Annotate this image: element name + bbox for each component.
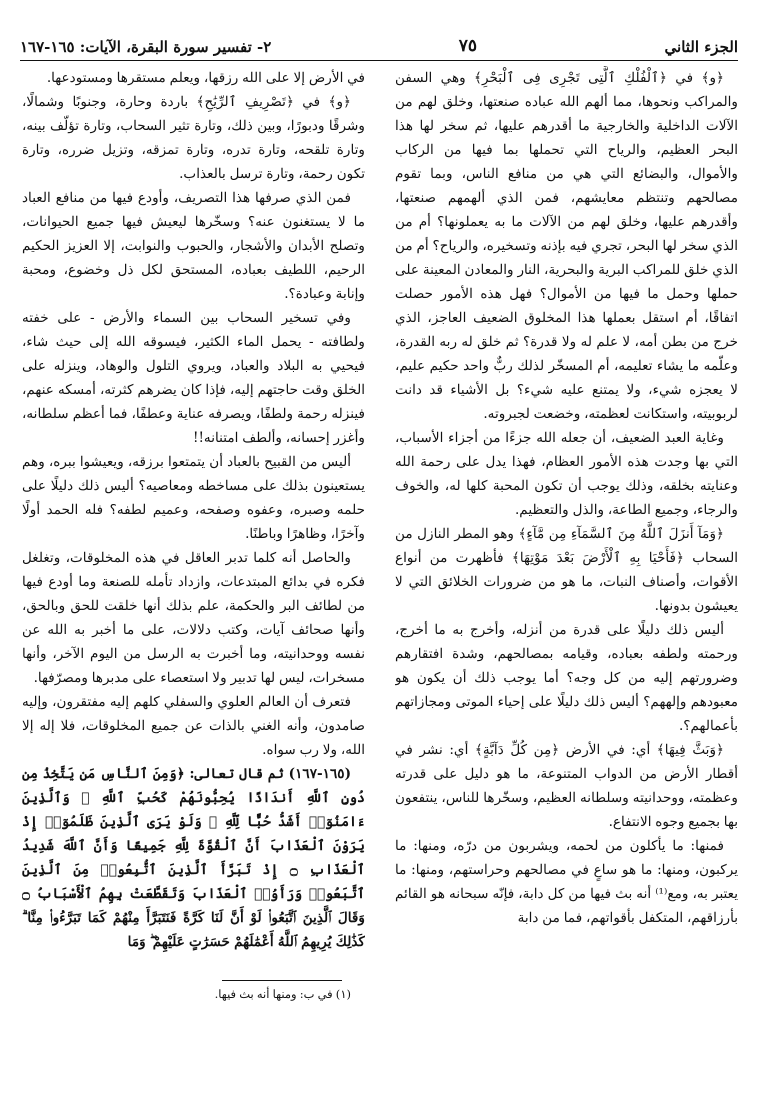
paragraph: ﴿وَمَآ أَنزَلَ ٱللَّهُ مِنَ ٱلسَّمَآءِ مِن مَّآءٍ﴾ وهو المطر النازل من السحاب ﴿فَأَحْيَا بِهِ ٱلْأَرْضَ بَعْدَ مَوْتِهَا﴾ فأظهرت من أنواع الأقوات، وأصناف النبات، ما هو من ضرورات الخلائق التي لا يعيشون بدونها. [395,526,738,614]
page-number: ٧٥ [458,36,478,56]
paragraph: في الأرض إلا على الله رزقها، ويعلم مستقرها ومستودعها. [46,70,365,86]
paragraph: وفي تسخير السحاب بين السماء والأرض - على خفته ولطافته - يحمل الماء الكثير، فيسوقه الله إلى حيث شاء، فيحيي به البلاد والعباد، ويروي التلول والوهاد، وينزله على الخلق وقت حاجتهم إليه، فإذا كان يضرهم كثرته، أمسكه عنهم، فينزله رحمة ولطفًا، ويصرفه عناية وعطفًا، فما أعظم سلطانه، وأغزر إحسانه، وألطف امتنانه!! [22,310,365,446]
paragraph: فمنها: ما يأكلون من لحمه، ويشربون من درّه، ومنها: ما يركبون، ومنها: ما هو ساعٍ في مصالحهم وحراستهم، ومنها: ما يعتبر به، ومع⁽¹⁾ أنه بث فيها من كل دابة، فإنّه سبحانه هو القائم بأرزاقهم، المتكفل بأقواتهم، فما من دابة [395,838,738,926]
paragraph: ﴿وَبَثَّ فِيهَا﴾ أي: في الأرض ﴿مِن كُلِّ دَآبَّةٍ﴾ أي: نشر في أقطار الأرض من الدواب المتنوعة، ما هو دليل على قدرته وعظمته، ووحدانيته وسلطانه العظيم، وسخّرها للناس، ينتفعون بها بجميع وجوه الانتفاع. [395,742,738,830]
part-label: الجزء الثاني [664,38,738,56]
paragraph: فمن الذي صرفها هذا التصريف، وأودع فيها من منافع العباد ما لا يستغنون عنه؟ وسخّرها ليعيش فيها جميع الحيوانات، وتصلح الأبدان والأشجار، والحبوب والنوابت، إلا العزيز الحكيم الرحيم، اللطيف بعباده، المستحق لكل ذل وخضوع، ومحبة وإنابة وعبادة؟. [22,190,365,302]
paragraph: ﴿و﴾ في ﴿تَصْرِيفِ ٱلرِّيَٰحِ﴾ باردة وحارة، وجنوبًا وشمالًا، وشرقًا ودبورًا، وبين ذلك، وتارة تثير السحاب، وتارة تؤلّف بينه، وتارة تلقحه، وتارة تدره، وتارة تمزقه، وتزيل ضرره، وتارة تكون رحمة، وتارة ترسل بالعذاب. [22,94,365,182]
section-title: ٢- تفسير سورة البقرة، الآيات: ١٦٥-١٦٧ [20,38,272,56]
verse-block: (١٦٥-١٦٧) ثم قال تعالى: ﴿وَمِنَ ٱلنَّاسِ مَن يَتَّخِذُ مِن دُونِ ٱللَّهِ أَندَادًا يُحِبُّونَهُمْ كَحُبِّ ٱللَّهِ ۖ وَٱلَّذِينَ ءَامَنُوٓا۟ أَشَدُّ حُبًّا لِّلَّهِ ۗ وَلَوْ يَرَى ٱلَّذِينَ ظَلَمُوٓا۟ إِذْ يَرَوْنَ ٱلْعَذَابَ أَنَّ ٱلْقُوَّةَ لِلَّهِ جَمِيعًا وَأَنَّ ٱللَّهَ شَدِيدُ ٱلْعَذَابِ ۝ إِذْ تَبَرَّأَ ٱلَّذِينَ ٱتُّبِعُوا۟ مِنَ ٱلَّذِينَ ٱتَّبَعُوا۟ وَرَأَوُا۟ ٱلْعَذَابَ وَتَقَطَّعَتْ بِهِمُ ٱلْأَسْبَابُ ۝ وَقَالَ ٱلَّذِينَ ٱتَّبَعُوا۟ لَوْ أَنَّ لَنَا كَرَّةً فَنَتَبَرَّأَ مِنْهُمْ كَمَا تَبَرَّءُوا۟ مِنَّا ۗ كَذَٰلِكَ يُرِيهِمُ ٱللَّهُ أَعْمَٰلَهُمْ حَسَرَٰتٍ عَلَيْهِمْ ۖ وَمَا [22,766,365,950]
right-column [395,66,738,1094]
paragraph: أليس ذلك دليلًا على قدرة من أنزله، وأخرج به ما أخرج، ورحمته ولطفه بعباده، وقيامه بمصالحهم، وشدة افتقارهم وضرورتهم إليه من كل وجه؟ أما يوجب ذلك أن يكون هو معبودهم وإلههم؟ أليس ذلك دليلًا على إحياء الموتى ومجازاتهم بأعمالهم؟. [395,622,738,734]
paragraph: أليس من القبيح بالعباد أن يتمتعوا برزقه، ويعيشوا ببره، وهم يستعينون بذلك على مساخطه ومعاصيه؟ أليس ذلك دليلًا على حلمه وصبره، وعفوه وصفحه، وعميم لطفه؟ فله الحمد أولًا وآخرًا، وظاهرًا وباطنًا. [22,454,365,542]
left-column [22,66,365,1094]
footnote-separator [222,980,342,981]
paragraph: فتعرف أن العالم العلوي والسفلي كلهم إليه مفتقرون، وإليه صامدون، وأنه الغني بالذات عن جميع المخلوقات، فلا إله إلا الله، ولا رب سواه. [22,694,365,758]
footnote: (١) في ب: ومنها أنه بث فيها. [214,987,351,1001]
paragraph: والحاصل أنه كلما تدبر العاقل في هذه المخلوقات، وتغلغل فكره في بدائع المبتدعات، وازداد تأمله للصنعة وما أودع فيها من لطائف البر والحكمة، علم بذلك أنها خلقت للحق وبالحق، وأنها صحائف آيات، وكتب دلالات، على ما أخبر به الله عن نفسه ووحدانيته، وما أخبرت به الرسل من اليوم الآخر، وأنها مسخرات، ليس لها تدبير ولا استعصاء على مدبرها ومصرّفها. [22,550,365,686]
paragraph: وغاية العبد الضعيف، أن جعله الله جزءًا من أجزاء الأسباب، التي بها وجدت هذه الأمور العظام، فهذا يدل على رحمة الله وعنايته بخلقه، وذلك يوجب أن تكون المحبة كلها له، والخوف والرجاء، وجميع الطاعة، والذل والتعظيم. [395,430,738,518]
running-header [20,30,738,61]
paragraph: ﴿و﴾ في ﴿ٱلْفُلْكِ ٱلَّتِى تَجْرِى فِى ٱلْبَحْرِ﴾ وهي السفن والمراكب ونحوها، مما ألهم الله عباده صنعتها، وخلق لهم من الآلات الداخلية والخارجية ما أقدرهم عليها، ثم سخر لها هذا البحر العظيم، والرياح التي تحملها بما فيها من الركاب والأموال، والبضائع التي هي من منافع الناس، وبما تقوم مصالحهم وتنتظم معايشهم، فمن الذي ألهمهم صنعتها، وأقدرهم عليها، وخلق لهم من الآلات ما به يعملونها؟ أم من الذي سخر لها البحر، تجري فيه بإذنه وتسخيره، والرياح؟ أم من الذي خلق للمراكب البرية والبحرية، النار والمعادن المعينة على حملها وحمل ما فيها من الأموال؟ فهل هذه الأمور حصلت اتفاقًا، أم استقل بعملها هذا المخلوق الضعيف العاجز، الذي خرج من بطن أمه، لا علم له ولا قدرة؟ ثم خلق له ربه القدرة، وعلّمه ما يشاء تعليمه، أم المسخّر لذلك ربٌّ واحد حكيم عليم، لا يعجزه شيء، ولا يمتنع عليه شيء؟ بل الأشياء قد دانت لربوبيته، واستكانت لعظمته، وخضعت لجبروته. [395,70,738,422]
